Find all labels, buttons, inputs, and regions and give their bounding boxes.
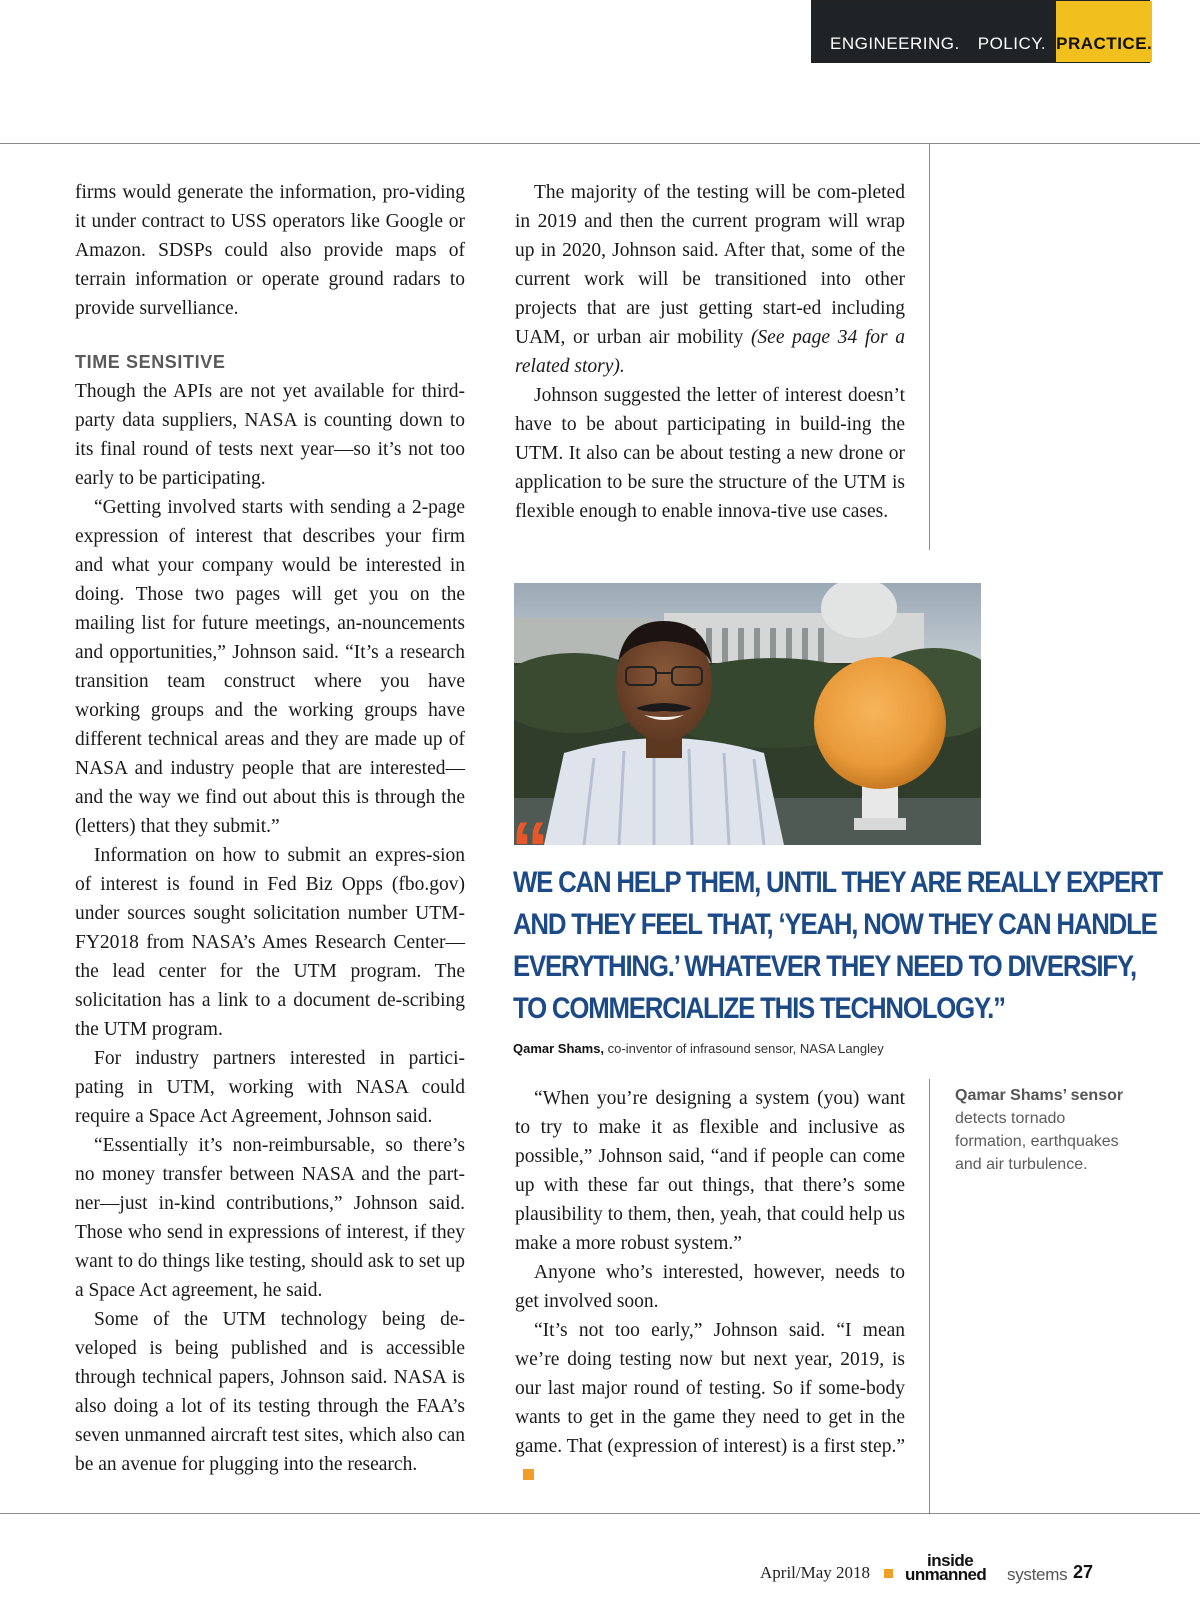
body-paragraph: For industry partners interested in partici-pating in UTM, working with NASA could require a Space Act Agreement, Johnson said. xyxy=(75,1048,465,1127)
column-divider-bottom xyxy=(929,1079,930,1513)
right-column-bottom xyxy=(515,1084,905,1490)
quote-attribution xyxy=(513,1041,884,1056)
body-paragraph: “Essentially it’s non-reimbursable, so there’s no money transfer between NASA and the part-ner—just in-kind contributions,” Johnson said. Those who send in expressions of interest, if they want to do things like testing, should ask to set up a Space Act agreement, he said. xyxy=(75,1135,465,1301)
banner-policy: POLICY. xyxy=(977,34,1047,53)
body-paragraph: Anyone who’s interested, however, needs to get involved soon. xyxy=(515,1262,905,1312)
banner-dark-segment xyxy=(812,1,1056,62)
body-paragraph: Johnson suggested the letter of interest doesn’t have to be about participating in build-ing the UTM. It also can be about testing a new drone or application to be sure the structure of the UTM is flexible enough to enable innova-tive use cases. xyxy=(515,385,905,522)
page-number: 27 xyxy=(1073,1562,1094,1582)
attribution-role: co-inventor of infrasound sensor, NASA Langley xyxy=(604,1041,884,1056)
related-story-note: (See page 34 for a related story). xyxy=(515,327,905,377)
section-banner xyxy=(811,0,1153,63)
caption-bold: Qamar Shams’ sensor xyxy=(955,1087,1124,1104)
photo-illustration xyxy=(514,583,981,845)
photo-caption xyxy=(955,1084,1130,1176)
portrait-photo xyxy=(514,583,981,845)
body-paragraph: “Getting involved starts with sending a 2-page expression of interest that describes your firm and what your company would be interested in doing. Those two pages will get you on the mailing list for future meetings, an-nouncements and opportunities,” Johnson said. “It’s a research transition team construct where you have working groups and the working groups have different technical areas and they are made up of NASA and industry people that are interested—and the way we find out about this is through the (letters) that they submit.” xyxy=(75,497,465,837)
section-heading: TIME SENSITIVE xyxy=(75,352,226,372)
logo-inside: inside xyxy=(927,1551,974,1570)
footer-square-icon xyxy=(884,1569,893,1578)
body-paragraph xyxy=(515,178,905,381)
body-paragraph: firms would generate the information, pro-viding it under contract to USS operators like Google or Amazon. SDSPs could also provide maps of terrain information or operate ground radars to provide survelliance. xyxy=(75,182,465,319)
pull-quote-line: TO COMMERCIALIZE THIS TECHNOLOGY.” xyxy=(513,992,1005,1025)
body-paragraph: “When you’re designing a system (you) want to try to make it as flexible and inclusive as possible,” Johnson said, “and if people can come up with these far out things, that there’s some plausibility to them, then, yeah, that could help us make a more robust system.” xyxy=(515,1088,905,1254)
attribution-name: Qamar Shams, xyxy=(513,1041,605,1056)
body-text: The majority of the testing will be com-pleted in 2019 and then the current program will wrap up in 2020, Johnson said. After that, some of the current work will be transitioned into other projects that are just getting start-ed including UAM, or urban air mobility xyxy=(515,182,905,348)
banner-practice: PRACTICE. xyxy=(1056,1,1152,62)
right-column-top xyxy=(515,178,905,526)
body-paragraph: Though the APIs are not yet available for third-party data suppliers, NASA is counting down to its final round of tests next year—so it’s not too early to be participating. xyxy=(75,381,465,489)
page-footer xyxy=(760,1553,1093,1583)
top-divider xyxy=(0,143,1200,144)
pull-quote-line: WE CAN HELP THEM, UNTIL THEY ARE REALLY EXPERT xyxy=(513,866,1162,899)
bottom-divider xyxy=(0,1513,1200,1514)
issue-date: April/May 2018 xyxy=(760,1563,871,1582)
body-text: “It’s not too early,” Johnson said. “I mean we’re doing testing now but next year, 2019, is our last major round of testing. So if some-body wants to get in the game they need to get in the game. That (expression of interest) is a first step.” xyxy=(515,1320,905,1457)
logo-systems: systems xyxy=(1007,1565,1068,1584)
column-divider-top xyxy=(929,143,930,550)
left-column xyxy=(75,178,465,1479)
logo-unmanned: unmanned xyxy=(905,1565,987,1584)
end-mark-icon xyxy=(523,1469,534,1480)
pull-quote-line: EVERYTHING.’ WHATEVER THEY NEED TO DIVERSIFY, xyxy=(513,950,1136,983)
body-paragraph: Information on how to submit an expres-sion of interest is found in Fed Biz Opps (fbo.gov) under sources sought solicitation number UTM-FY2018 from NASA’s Ames Research Center—the lead center for the UTM program. The solicitation has a link to a document de-scribing the UTM program. xyxy=(75,845,465,1040)
body-paragraph xyxy=(515,1316,905,1490)
pull-quote-line: AND THEY FEEL THAT, ‘YEAH, NOW THEY CAN HANDLE xyxy=(513,908,1157,941)
quote-mark-icon: “ xyxy=(511,807,549,892)
body-paragraph: Some of the UTM technology being de-veloped is being published and is accessible through technical papers, Johnson said. NASA is also doing a lot of its testing through the FAA’s seven unmanned aircraft test sites, which also can be an avenue for plugging into the research. xyxy=(75,1309,465,1475)
magazine-logo xyxy=(905,1551,1068,1584)
caption-text: detects tornado formation, earthquakes and air turbulence. xyxy=(955,1110,1119,1173)
banner-engineering: ENGINEERING. xyxy=(830,34,960,53)
pull-quote xyxy=(513,862,1162,1030)
